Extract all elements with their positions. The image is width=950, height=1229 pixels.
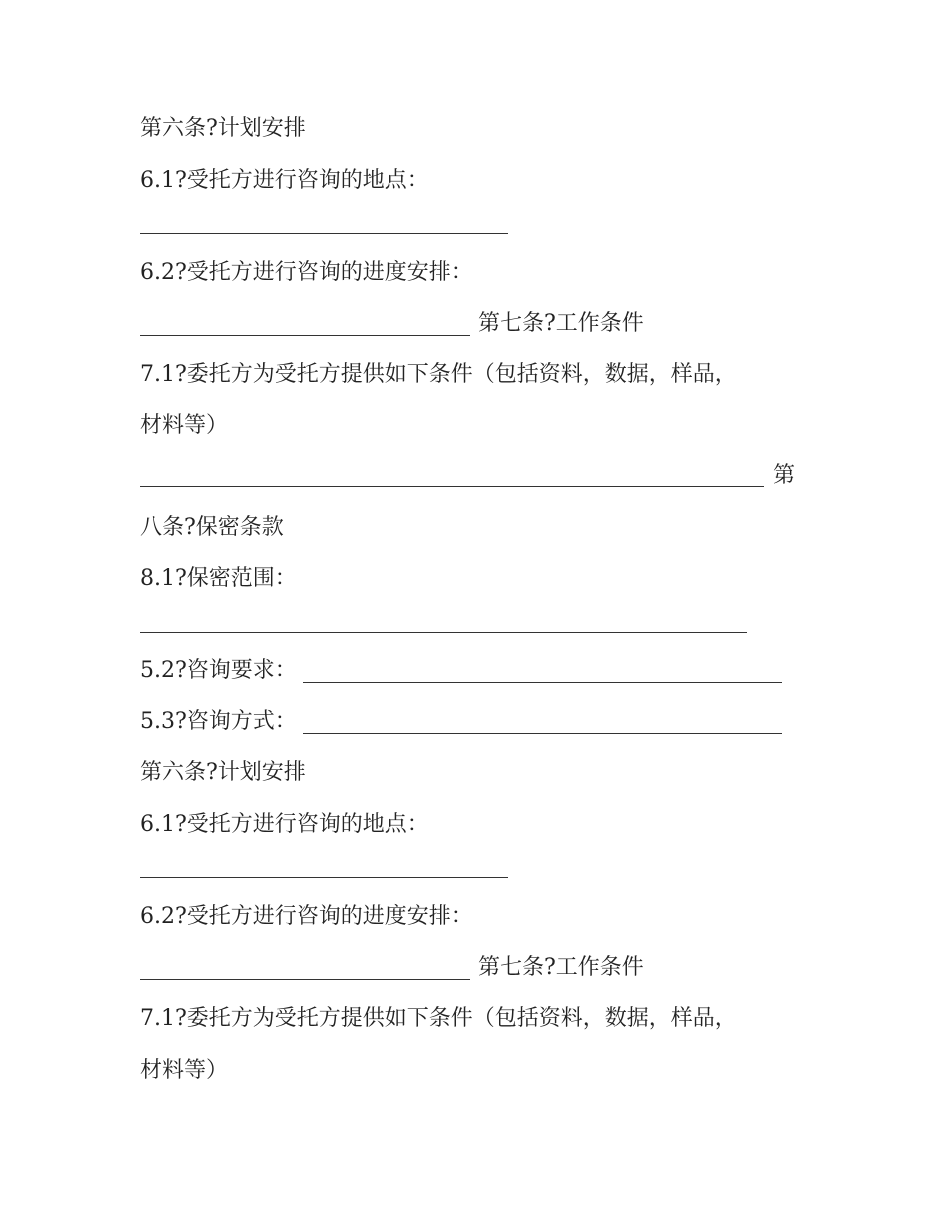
item-6-2: 6.2?受托方进行咨询的进度安排： (140, 260, 473, 285)
item-7-1-line2: 材料等） (140, 413, 229, 438)
fill-blank-line (140, 979, 470, 980)
fill-blank-line (140, 335, 470, 336)
fill-blank-line (303, 733, 782, 734)
article7-heading: 第七条?工作条件 (478, 955, 644, 980)
fill-blank-line (140, 877, 508, 878)
article7-heading: 第七条?工作条件 (478, 311, 644, 336)
item-6-2: 6.2?受托方进行咨询的进度安排： (140, 904, 473, 929)
item-5-2: 5.2?咨询要求： (140, 658, 297, 683)
fill-blank-line (303, 682, 782, 683)
fill-blank-line (140, 233, 508, 234)
article6-heading: 第六条?计划安排 (140, 116, 306, 141)
article8-heading-part1: 第 (773, 463, 796, 488)
item-5-3: 5.3?咨询方式： (140, 709, 297, 734)
fill-blank-line (140, 486, 764, 487)
item-6-1: 6.1?受托方进行咨询的地点： (140, 168, 429, 193)
article6-heading: 第六条?计划安排 (140, 760, 306, 785)
fill-blank-line (140, 632, 747, 633)
item-7-1-line2: 材料等） (140, 1058, 229, 1083)
item-6-1: 6.1?受托方进行咨询的地点： (140, 812, 429, 837)
item-7-1-line1: 7.1?委托方为受托方提供如下条件（包括资料，数据，样品， (140, 1006, 737, 1031)
article8-heading-part2: 八条?保密条款 (140, 515, 284, 540)
item-8-1: 8.1?保密范围： (140, 566, 297, 591)
item-7-1-line1: 7.1?委托方为受托方提供如下条件（包括资料，数据，样品， (140, 362, 737, 387)
